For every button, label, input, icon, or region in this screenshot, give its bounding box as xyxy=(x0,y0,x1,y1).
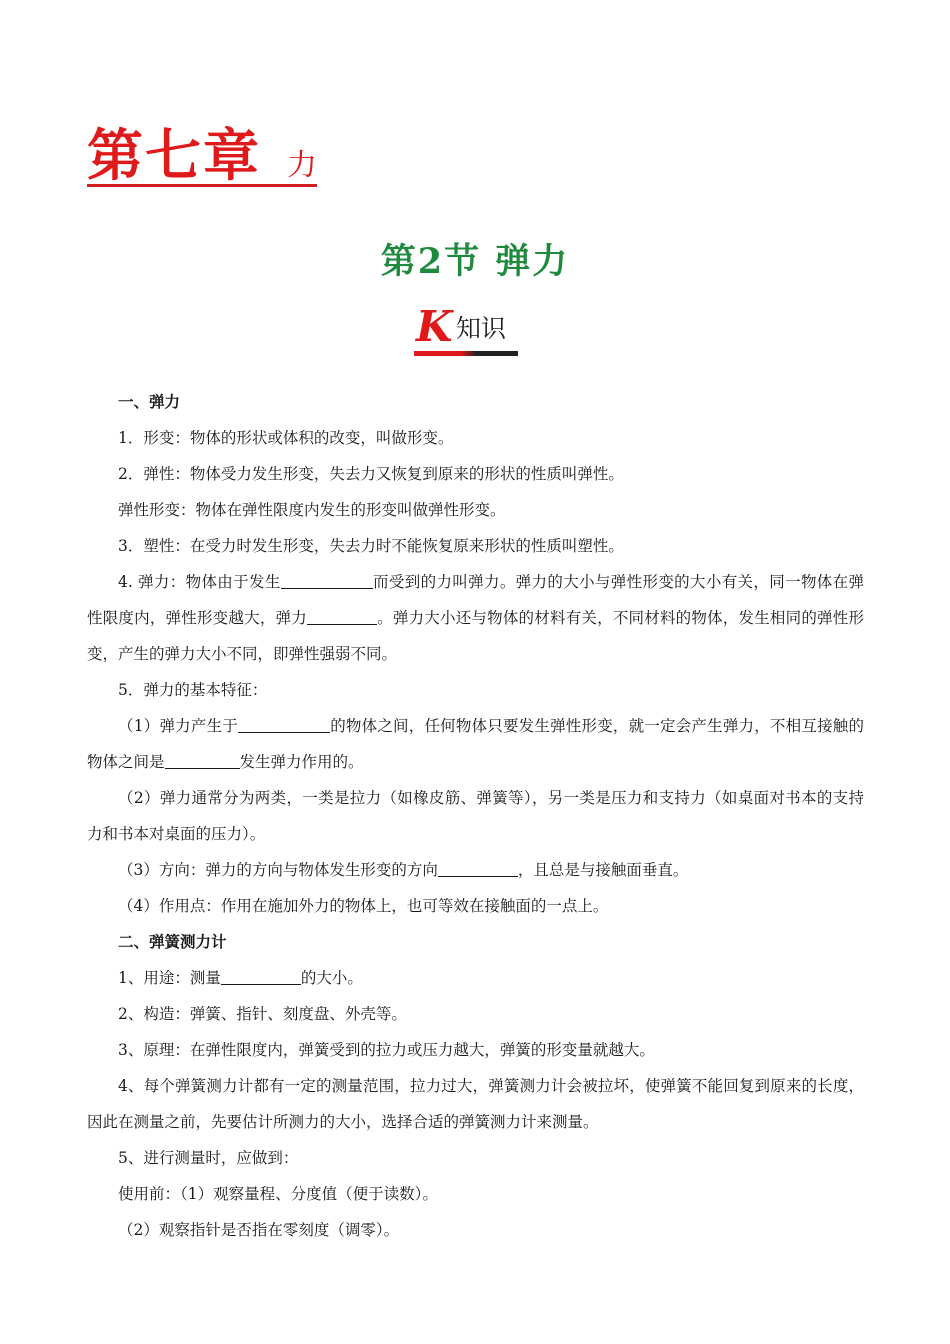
content-body xyxy=(87,384,864,1248)
paragraph-elastic-deformation: 弹性形变：物体在弹性限度内发生的形变叫做弹性形变。 xyxy=(118,501,506,519)
chapter-number: 第七章 xyxy=(87,123,261,189)
text-run: （3）方向：弹力的方向与物体发生形变的方向 xyxy=(118,861,438,879)
fill-blank-1[interactable] xyxy=(281,572,373,589)
text-run: 4. 弹力：物体由于发生 xyxy=(118,573,281,591)
paragraph-construction: 2、构造：弹簧、指针、刻度盘、外壳等。 xyxy=(118,1005,407,1023)
paragraph-feature-1 xyxy=(87,708,864,780)
paragraph-measure: 5、进行测量时，应做到： xyxy=(118,1149,299,1167)
paragraph-elastic-force-def xyxy=(87,564,864,672)
chapter-heading xyxy=(87,123,317,189)
paragraph-feature-4: （4）作用点：作用在施加外力的物体上，也可等效在接触面的一点上。 xyxy=(118,897,609,915)
fill-blank-3[interactable] xyxy=(238,716,330,733)
text-run: 1、用途：测量 xyxy=(118,969,221,987)
text-run: 而受到的力叫弹力。弹力的大小与弹性形变的大小有关，同一物体在弹性限度内，弹性形变越大，弹力 xyxy=(87,573,864,627)
badge-letter: K xyxy=(416,302,453,351)
text-run: 的大小。 xyxy=(300,969,363,987)
heading-elastic-force: 一、弹力 xyxy=(118,392,181,411)
paragraph-range: 4、每个弹簧测力计都有一定的测量范围，拉力过大，弹簧测力计会被拉坏，使弹簧不能回复到原来的长度，因此在测量之前，先要估计所测力的大小，选择合适的弹簧测力计来测量。 xyxy=(87,1077,864,1131)
section-title: 第2节 弹力 xyxy=(380,241,570,282)
paragraph-usage xyxy=(87,960,864,996)
fill-blank-2[interactable] xyxy=(307,608,377,625)
paragraph-feature-3 xyxy=(87,852,864,888)
paragraph-deformation: 1．形变：物体的形状或体积的改变，叫做形变。 xyxy=(118,429,454,447)
paragraph-before-use: 使用前：（1）观察量程、分度值（便于读数）。 xyxy=(118,1185,438,1203)
knowledge-badge xyxy=(412,302,522,358)
text-run: 的物体之间，任何物体只要发生弹性形变，就一定会产生弹力，不相互接触的物体之间是 xyxy=(87,717,864,771)
paragraph-principle: 3、原理：在弹性限度内，弹簧受到的拉力或压力越大，弹簧的形变量就越大。 xyxy=(118,1041,655,1059)
text-run: （1）弹力产生于 xyxy=(118,717,239,735)
paragraph-elasticity: 2．弹性：物体受力发生形变，失去力又恢复到原来的形状的性质叫弹性。 xyxy=(118,465,624,483)
badge-underline xyxy=(414,351,518,356)
text-run: 。弹力大小还与物体的材料有关，不同材料的物体，发生相同的弹性形变，产生的弹力大小不同，即弹性强弱不同。 xyxy=(87,609,864,663)
text-run: 发生弹力作用的。 xyxy=(239,753,364,771)
paragraph-plasticity: 3．塑性：在受力时发生形变，失去力时不能恢复原来形状的性质叫塑性。 xyxy=(118,537,624,555)
paragraph-feature-2: （2）弹力通常分为两类，一类是拉力（如橡皮筋、弹簧等），另一类是压力和支持力（如桌面对书本的支持力和书本对桌面的压力）。 xyxy=(87,789,864,843)
text-run: ，且总是与接触面垂直。 xyxy=(517,861,689,879)
fill-blank-4[interactable] xyxy=(165,752,240,769)
paragraph-basic-features: 5．弹力的基本特征： xyxy=(118,681,268,699)
chapter-topic: 力 xyxy=(287,148,317,183)
fill-blank-5[interactable] xyxy=(438,860,518,877)
badge-word: 知识 xyxy=(456,314,507,343)
heading-spring-scale: 二、弹簧测力计 xyxy=(118,932,227,951)
fill-blank-6[interactable] xyxy=(221,968,301,985)
paragraph-zero-check: （2）观察指针是否指在零刻度（调零）。 xyxy=(118,1221,400,1239)
